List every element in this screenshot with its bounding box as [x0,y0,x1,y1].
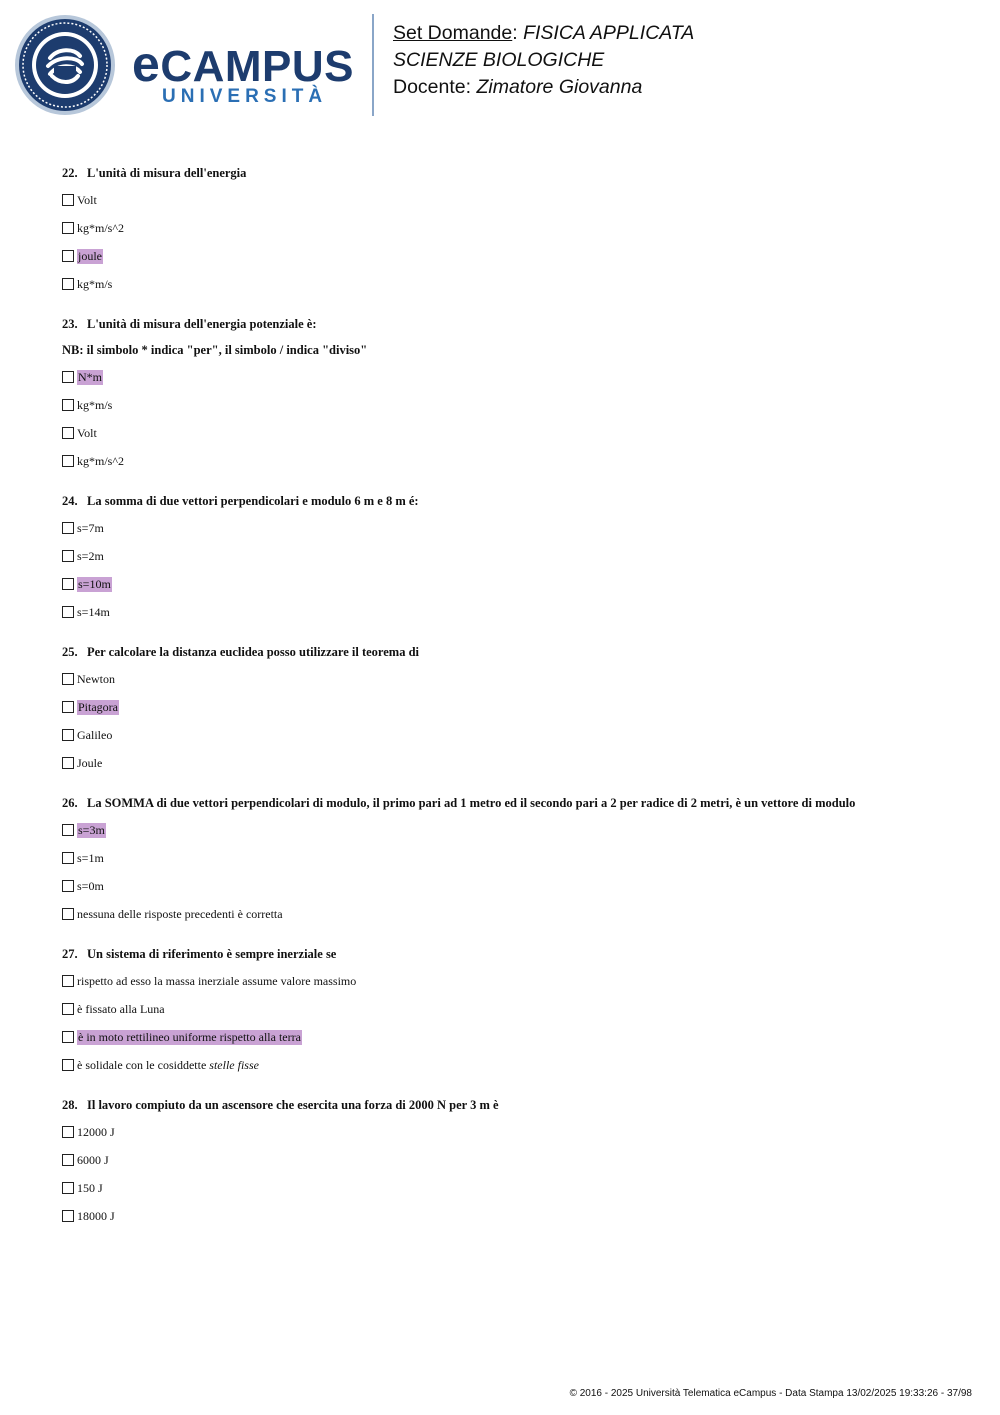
answer-option[interactable] [62,1051,962,1079]
ecampus-wordmark [132,36,357,112]
answer-checkbox[interactable] [62,578,74,590]
answer-checkbox[interactable] [62,371,74,383]
page-footer: © 2016 - 2025 Università Telematica eCampus - Data Stampa 13/02/2025 19:33:26 - 37/98 [569,1388,972,1399]
answer-label: Joule [77,755,103,770]
answer-checkbox[interactable] [62,908,74,920]
answer-label-highlighted: è in moto rettilineo uniforme rispetto alla terra [78,1029,301,1044]
answer-label: è fissato alla Luna [77,1001,165,1016]
answer-checkbox[interactable] [62,427,74,439]
set-label: Set Domande [393,22,513,44]
question-number: 26. [62,796,78,810]
answer-label: Volt [77,425,97,440]
answer-option[interactable] [62,844,962,872]
answer-checkbox[interactable] [62,757,74,769]
answer-label: s=1m [77,850,104,865]
page-header [0,0,1000,140]
answer-checkbox[interactable] [62,1210,74,1222]
answer-checkbox[interactable] [62,1059,74,1071]
question-title [62,311,962,337]
answer-option[interactable] [62,721,962,749]
answer-label: Galileo [77,727,113,742]
question-text: Il lavoro compiuto da un ascensore che esercita una forza di 2000 N per 3 m è [87,1098,499,1112]
answer-checkbox[interactable] [62,399,74,411]
answer-option[interactable] [62,995,962,1023]
answer-checkbox[interactable] [62,880,74,892]
answer-label-highlighted: Pitagora [78,699,118,714]
answer-option[interactable] [62,363,962,391]
answer-checkbox[interactable] [62,222,74,234]
answer-option[interactable] [62,900,962,928]
header-course-line: Set Domande: FISICA APPLICATA [393,22,695,44]
answer-checkbox[interactable] [62,673,74,685]
question-text: L'unità di misura dell'energia potenziale è: [87,317,317,331]
question-22 [62,160,962,298]
question-number: 28. [62,1098,78,1112]
answer-option[interactable] [62,872,962,900]
answer-option[interactable] [62,816,962,844]
question-spacer [62,298,962,311]
answer-checkbox[interactable] [62,852,74,864]
question-24 [62,488,962,626]
question-spacer [62,777,962,790]
answer-option[interactable] [62,214,962,242]
question-title [62,941,962,967]
question-number: 22. [62,166,78,180]
answer-checkbox[interactable] [62,701,74,713]
question-title [62,639,962,665]
question-spacer [62,1079,962,1092]
answer-label: 6000 J [77,1152,109,1167]
answer-checkbox[interactable] [62,975,74,987]
answer-label: 18000 J [77,1208,115,1223]
question-spacer [62,626,962,639]
answer-checkbox[interactable] [62,455,74,467]
answer-label: Newton [77,671,115,686]
header-info [393,20,694,101]
answer-option[interactable] [62,598,962,626]
answer-label: kg*m/s^2 [77,453,124,468]
header-teacher-line [393,74,694,101]
answer-option[interactable] [62,1202,962,1230]
answer-option[interactable] [62,967,962,995]
question-25 [62,639,962,777]
answer-label: s=14m [77,604,110,619]
answer-label: s=0m [77,878,104,893]
answer-option[interactable] [62,391,962,419]
course-name: FISICA APPLICATA [523,22,695,44]
question-number: 27. [62,947,78,961]
question-text: La somma di due vettori perpendicolari e modulo 6 m e 8 m é: [87,494,419,508]
answer-checkbox[interactable] [62,1182,74,1194]
logo-subtitle: UNIVERSITÀ [162,86,328,107]
answer-checkbox[interactable] [62,194,74,206]
question-text: La SOMMA di due vettori perpendicolari di modulo, il primo pari ad 1 metro ed il secondo pari a 2 per radice di 2 metri, è un vettore di modulo [87,796,856,810]
answer-option[interactable] [62,1023,962,1051]
question-number: 24. [62,494,78,508]
question-number: 25. [62,645,78,659]
answer-option[interactable] [62,1174,962,1202]
answer-option[interactable] [62,447,962,475]
answer-checkbox[interactable] [62,1154,74,1166]
question-text: L'unità di misura dell'energia [87,166,247,180]
answer-label: 150 J [77,1180,103,1195]
answer-label-highlighted: s=10m [78,576,111,591]
answer-checkbox[interactable] [62,1031,74,1043]
question-26 [62,790,962,928]
answer-checkbox[interactable] [62,606,74,618]
answer-label: kg*m/s [77,397,113,412]
answer-option[interactable] [62,542,962,570]
question-spacer [62,928,962,941]
answer-checkbox[interactable] [62,250,74,262]
answer-label-italic: stelle fisse [209,1057,259,1072]
question-title [62,488,962,514]
answer-label: kg*m/s^2 [77,220,124,235]
teacher-name: Zimatore Giovanna [476,76,643,98]
question-text: Un sistema di riferimento è sempre inerziale se [87,947,337,961]
question-note: NB: il simbolo * indica "per", il simbolo / indica "diviso" [62,343,368,357]
program-name: SCIENZE BIOLOGICHE [393,49,605,71]
answer-label: Volt [77,192,97,207]
answer-checkbox[interactable] [62,1126,74,1138]
question-27 [62,941,962,1079]
question-spacer [62,1230,962,1243]
question-title [62,790,962,816]
ecampus-seal-logo [14,14,116,116]
teacher-label: Docente: [393,76,477,98]
answer-option[interactable] [62,693,962,721]
answer-checkbox[interactable] [62,1003,74,1015]
header-divider [372,14,374,116]
answer-label-highlighted: s=3m [78,822,105,837]
answer-option[interactable] [62,1146,962,1174]
answer-label: rispetto ad esso la massa inerziale assume valore massimo [77,973,357,988]
question-text: Per calcolare la distanza euclidea posso utilizzare il teorema di [87,645,420,659]
answer-checkbox[interactable] [62,729,74,741]
answer-option[interactable] [62,749,962,777]
question-28 [62,1092,962,1230]
question-title [62,160,962,186]
answer-option[interactable] [62,270,962,298]
answer-label: è solidale con le cosiddette stelle fisse [77,1057,259,1072]
answer-checkbox[interactable] [62,278,74,290]
answer-label: kg*m/s [77,276,113,291]
answer-label: nessuna delle risposte precedenti è corretta [77,906,283,921]
answer-option[interactable] [62,514,962,542]
logo-brand-text: eCAMPUS [132,36,354,92]
question-number: 23. [62,317,78,331]
answer-option[interactable] [62,1118,962,1146]
answer-label-highlighted: N*m [78,369,102,384]
answer-label-highlighted: joule [78,248,102,263]
question-spacer [62,475,962,488]
answer-option[interactable] [62,570,962,598]
answer-option[interactable] [62,665,962,693]
answer-checkbox[interactable] [62,550,74,562]
answer-option[interactable] [62,242,962,270]
question-list [62,160,962,1243]
answer-label: 12000 J [77,1124,115,1139]
answer-checkbox[interactable] [62,522,74,534]
answer-checkbox[interactable] [62,824,74,836]
answer-label: s=2m [77,548,104,563]
answer-option[interactable] [62,186,962,214]
answer-option[interactable] [62,419,962,447]
answer-label: s=7m [77,520,104,535]
question-title [62,1092,962,1118]
question-23 [62,311,962,475]
